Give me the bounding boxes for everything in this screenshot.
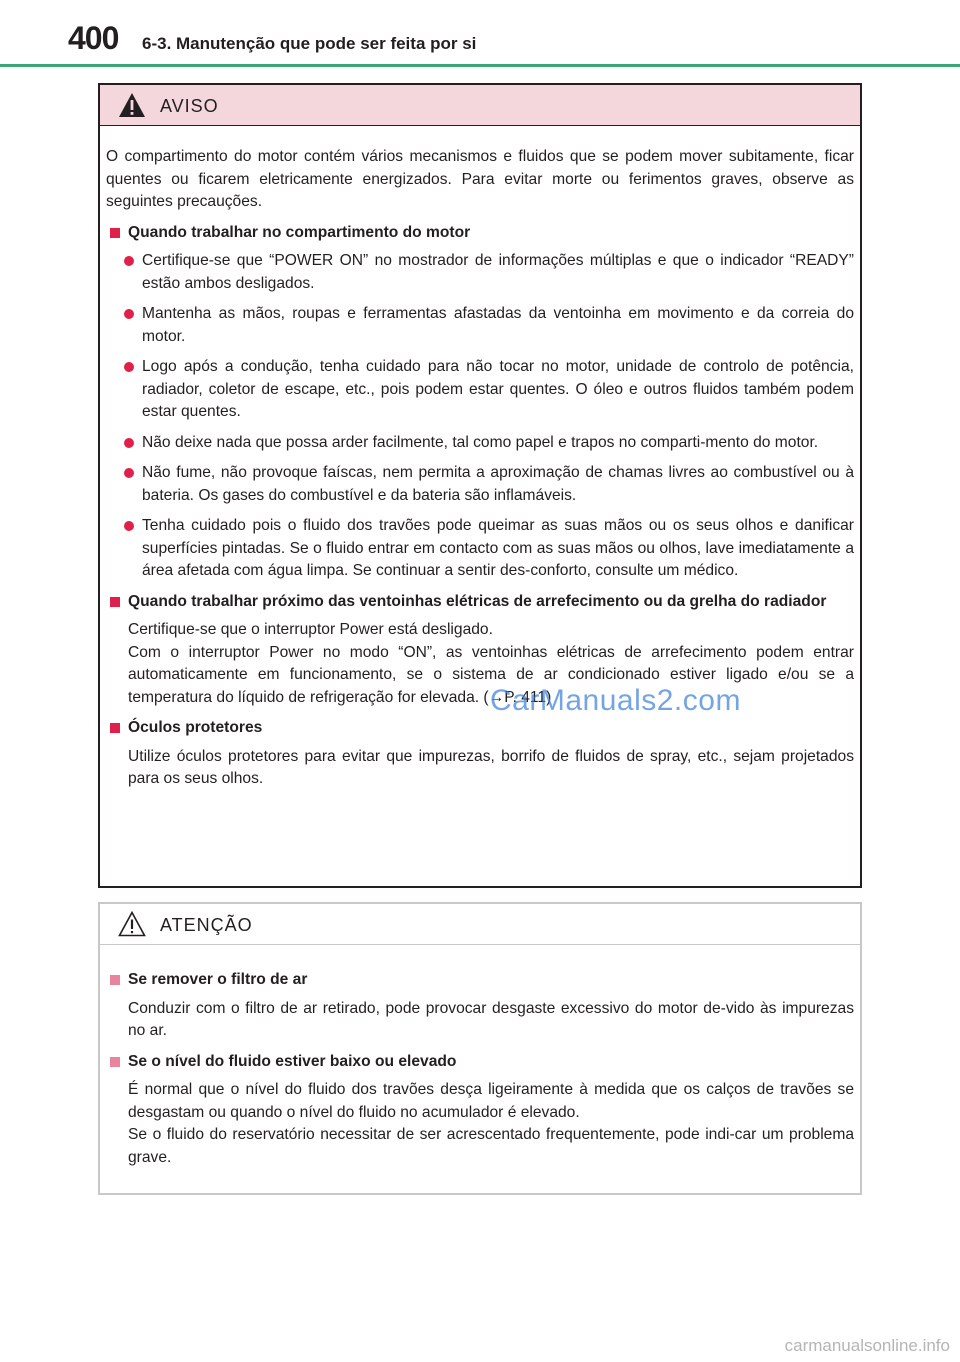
red-square-bullet-icon (110, 723, 120, 733)
section-heading-text: Se remover o filtro de ar (128, 971, 308, 988)
paragraph: Certifique-se que o interruptor Power está desligado. (128, 621, 493, 638)
list-item (124, 462, 854, 507)
red-dot-bullet-icon (124, 256, 134, 266)
header-divider (0, 64, 960, 67)
pink-square-bullet-icon (110, 975, 120, 985)
list-item (124, 303, 854, 348)
section-heading (106, 969, 854, 992)
notice-triangle-icon (118, 911, 146, 937)
notice-box-body (100, 945, 860, 1169)
footer-watermark: carmanualsonline.info (784, 1336, 950, 1355)
list-item-text: Certifique-se que “POWER ON” no mostrador de informações múltiplas e que o indicador “READY” estão ambos desligados. (142, 252, 854, 292)
paragraph: Com o interruptor Power no modo “ON”, as ventoinhas elétricas de arrefecimento podem entrar automaticamente em funcionamento, se o sistema de ar condicionado estiver ligado e/ou se a temperatura do líquido de refrigeração for elevada. (→P. 411) (128, 643, 854, 706)
paragraph: Utilize óculos protetores para evitar que impurezas, borrifo de fluidos de spray, etc., sejam projetados para os seus olhos. (128, 747, 854, 787)
list-item-text: Não fume, não provoque faíscas, nem permita a aproximação de chamas livres ao combustível ou à bateria. Os gases do combustível e da bateria são inflamáveis. (142, 464, 854, 504)
red-dot-bullet-icon (124, 521, 134, 531)
page-header (0, 0, 960, 70)
list-item-text: Mantenha as mãos, roupas e ferramentas afastadas da ventoinha em movimento e da correia do motor. (142, 305, 854, 345)
section-heading (106, 222, 854, 245)
list-item (124, 432, 854, 455)
paragraph: Se o fluido do reservatório necessitar de ser acrescentado frequentemente, pode indi-car um problema grave. (128, 1126, 854, 1166)
red-dot-bullet-icon (124, 362, 134, 372)
section-heading-text: Quando trabalhar próximo das ventoinhas elétricas de arrefecimento ou da grelha do radiador (128, 592, 827, 610)
list-item-text: Tenha cuidado pois o fluido dos travões pode queimar as suas mãos ou os seus olhos e danificar superfícies pintadas. Se o fluido entrar em contacto com as suas mãos ou olhos, lave imediatamente a área afetada com água limpa. Se continuar a sentir des-conforto, consulte um médico. (142, 517, 854, 579)
notice-box-header (100, 904, 860, 945)
section-heading-text: Quando trabalhar no compartimento do motor (128, 223, 471, 241)
warning-box-title: AVISO (160, 96, 219, 116)
red-dot-bullet-icon (124, 468, 134, 478)
warning-box-header (100, 85, 860, 126)
page-number: 400 (68, 20, 119, 56)
notice-box (98, 902, 862, 1195)
section-heading (106, 1051, 854, 1074)
warning-intro: O compartimento do motor contém vários mecanismos e fluidos que se podem mover subitamente, ficar quentes ou ficarem eletricamente energizados. Para evitar morte ou ferimentos graves, observe as seguintes precauções. (106, 148, 854, 210)
list-item-text: Logo após a condução, tenha cuidado para não tocar no motor, unidade de controlo de potência, radiador, coletor de escape, etc., pois podem estar quentes. O óleo e outros fluidos também podem estar quentes. (142, 358, 854, 420)
watermark-logo: CarManuals2.com (490, 684, 741, 717)
list-item (124, 515, 854, 583)
section-heading (106, 717, 854, 740)
paragraph: É normal que o nível do fluido dos travões desça ligeiramente à medida que os calços de travões se desgastam ou quando o nível do fluido no acumulador é elevado. (128, 1081, 854, 1121)
list-item (124, 250, 854, 295)
section-title: 6-3. Manutenção que pode ser feita por si (142, 34, 477, 53)
warning-box-body (100, 126, 860, 791)
red-square-bullet-icon (110, 228, 120, 238)
notice-box-title: ATENÇÃO (160, 915, 253, 935)
red-square-bullet-icon (110, 597, 120, 607)
pink-square-bullet-icon (110, 1057, 120, 1067)
list-item-text: Não deixe nada que possa arder facilmente, tal como papel e trapos no comparti-mento do motor. (142, 433, 819, 451)
section-heading-text: Óculos protetores (128, 719, 263, 736)
red-dot-bullet-icon (124, 438, 134, 448)
warning-triangle-icon (118, 92, 146, 118)
paragraph: Conduzir com o filtro de ar retirado, pode provocar desgaste excessivo do motor de-vido às impurezas no ar. (128, 999, 854, 1039)
section-heading-text: Se o nível do fluido estiver baixo ou elevado (128, 1052, 457, 1070)
red-dot-bullet-icon (124, 309, 134, 319)
section-heading (106, 591, 854, 614)
warning-box (98, 83, 862, 888)
list-item (124, 356, 854, 424)
